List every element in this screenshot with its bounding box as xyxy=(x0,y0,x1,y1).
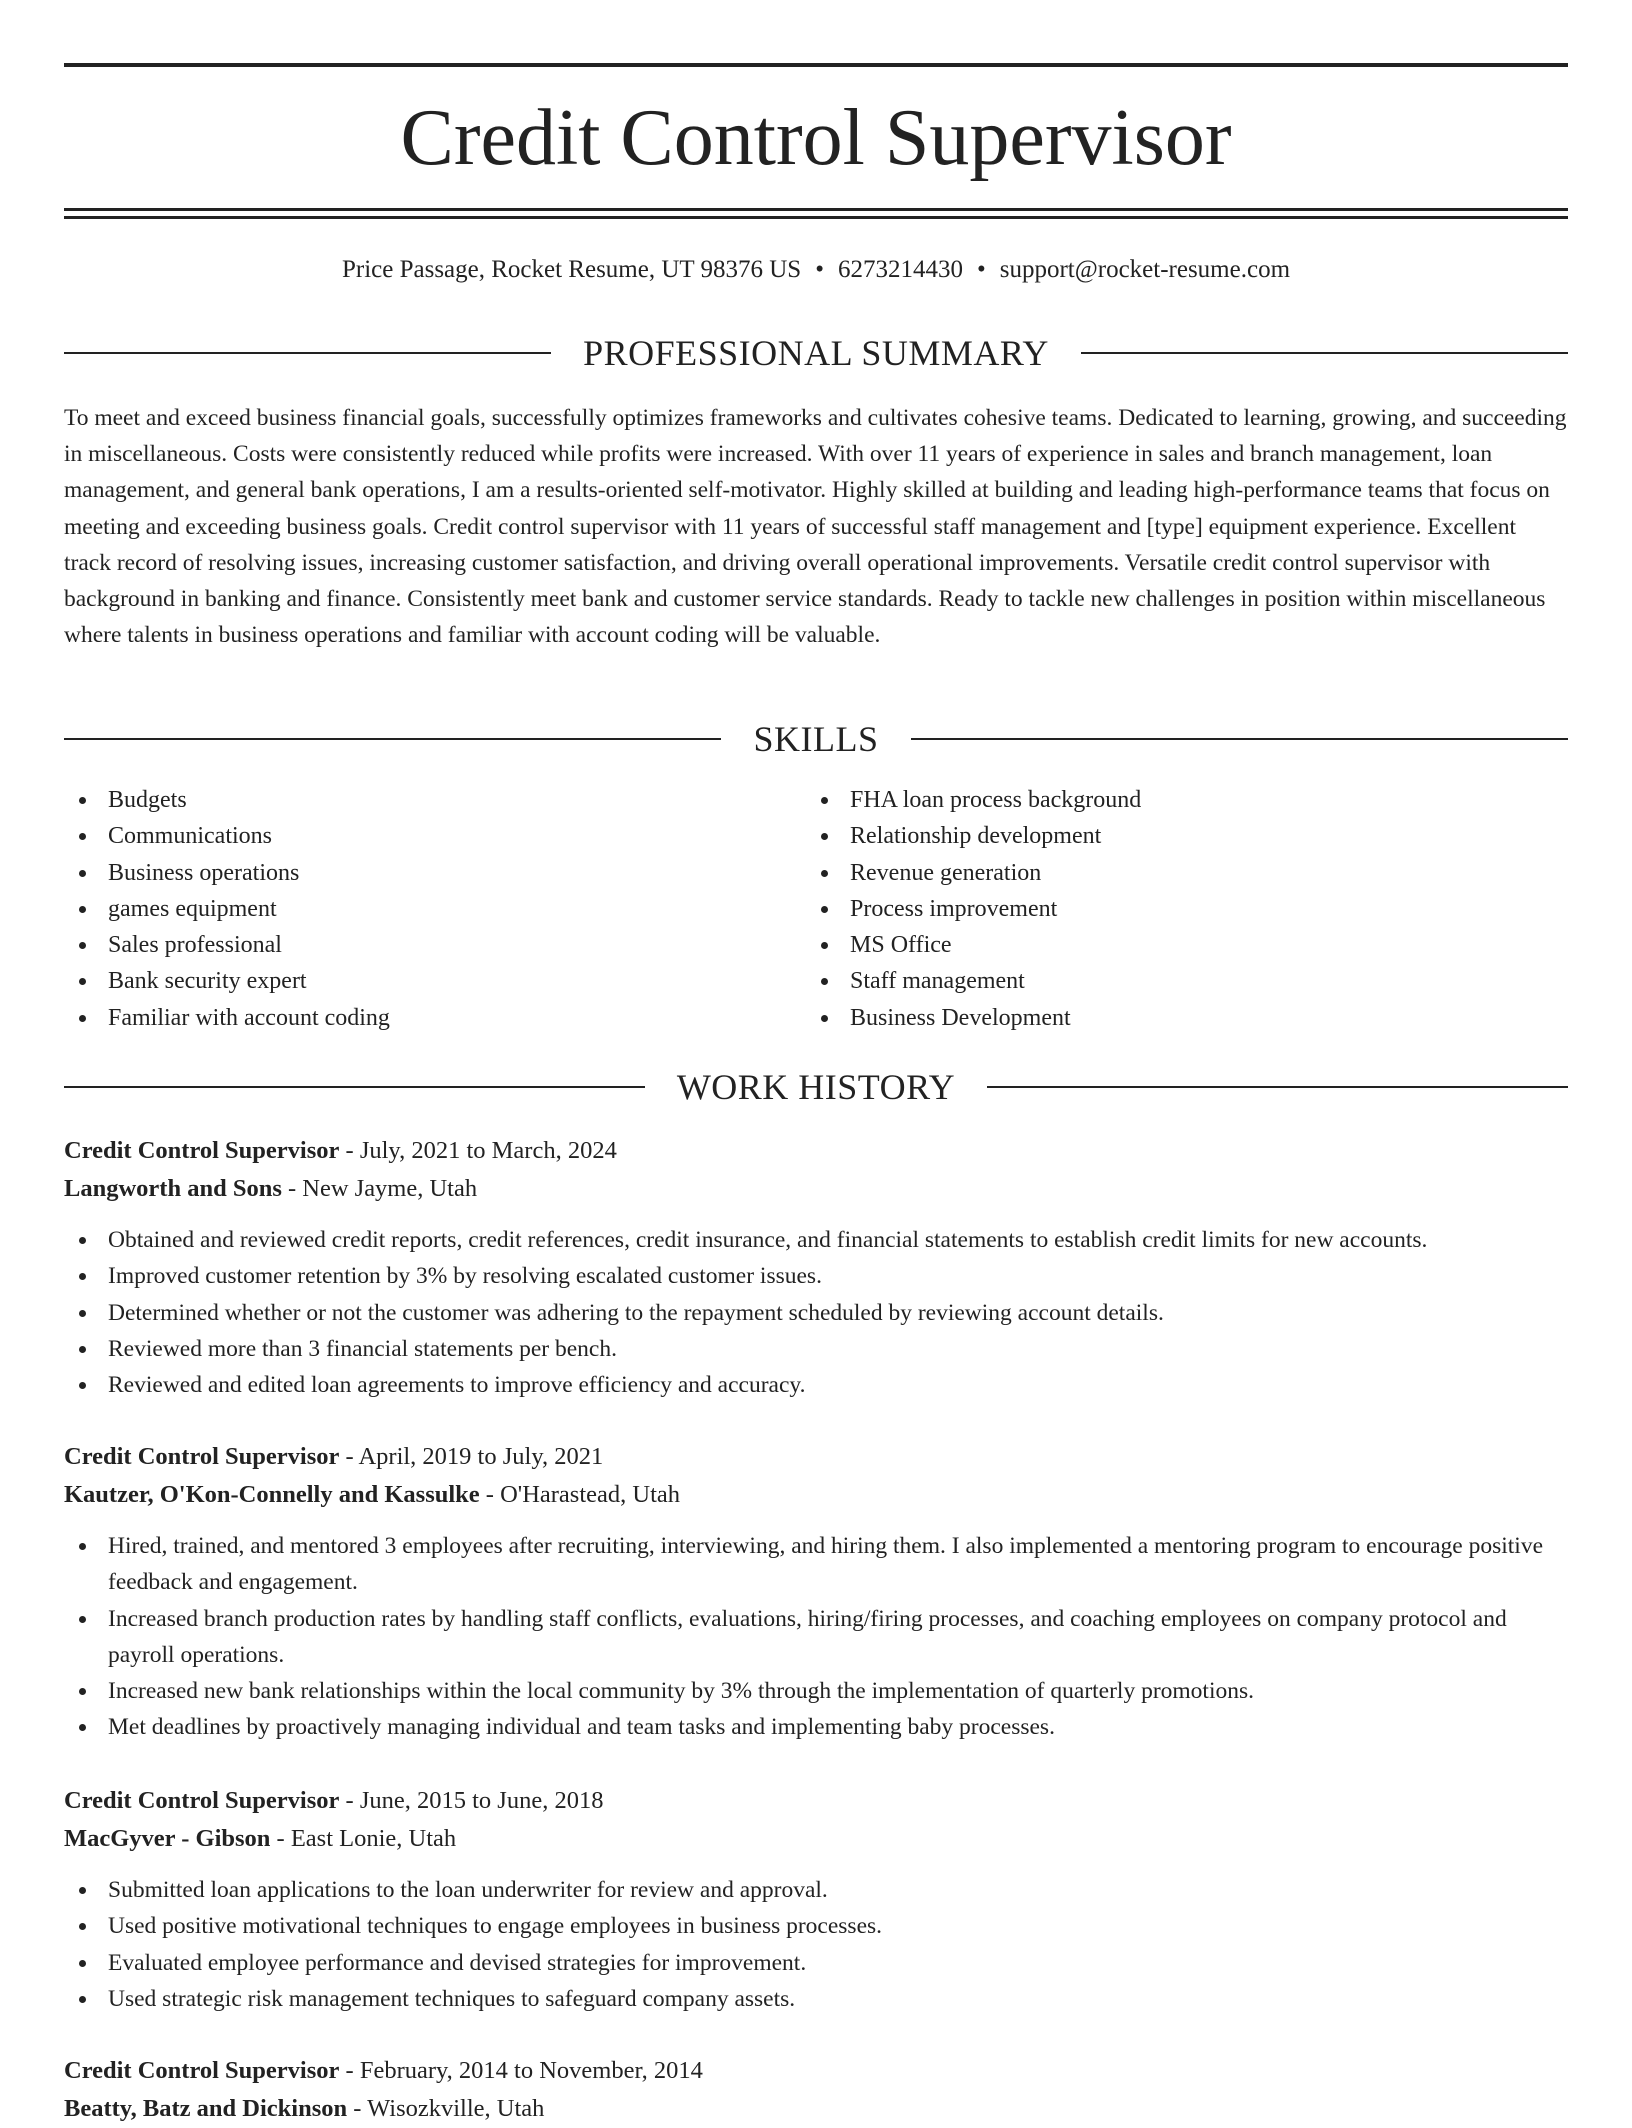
skill-item: Familiar with account coding xyxy=(64,1000,804,1036)
job-company: Kautzer, O'Kon-Connelly and Kassulke xyxy=(64,1481,480,1508)
header-double-rule xyxy=(64,216,1568,219)
job-title: Credit Control Supervisor xyxy=(64,1443,340,1470)
skill-item: Business Development xyxy=(806,1000,1546,1036)
job-dates: - June, 2015 to June, 2018 xyxy=(339,1787,604,1814)
job-bullet: Met deadlines by proactively managing individual and team tasks and implementing baby processes. xyxy=(64,1709,1568,1745)
section-title-skills: SKILLS xyxy=(721,719,910,759)
skill-item: MS Office xyxy=(806,927,1546,963)
job-entry xyxy=(64,1782,1568,2017)
skill-item: Sales professional xyxy=(64,927,804,963)
job-title-line xyxy=(64,1782,1568,1820)
job-bullets xyxy=(64,1872,1568,2017)
job-company-line xyxy=(64,1476,1568,1514)
resume-name: Credit Control Supervisor xyxy=(400,94,1232,182)
job-bullet: Hired, trained, and mentored 3 employees after recruiting, interviewing, and hiring them. I also implemented a mentoring program to encourage positive feedback and engagement. xyxy=(64,1528,1568,1601)
job-bullet: Increased new bank relationships within the local community by 3% through the implementation of quarterly promotions. xyxy=(64,1673,1568,1709)
job-company: Langworth and Sons xyxy=(64,1175,282,1202)
skills-list-left xyxy=(64,782,804,1036)
section-header-work xyxy=(64,1067,1568,1107)
section-header-skills xyxy=(64,719,1568,759)
contact-email: support@rocket-resume.com xyxy=(999,256,1291,283)
job-bullet: Evaluated employee performance and devised strategies for improvement. xyxy=(64,1945,1568,1981)
skill-item: games equipment xyxy=(64,891,804,927)
summary-text: To meet and exceed business financial goals, successfully optimizes frameworks and cultivates cohesive teams. Dedicated to learning, growing, and succeeding in miscellaneous. Costs were consistently reduced while profits were increased. With over 11 years of experience in sales and branch management, loan management, and general bank operations, I am a results-oriented self-motivator. Highly skilled at building and leading high-performance teams that focus on meeting and exceeding business goals. Credit control supervisor with 11 years of successful staff management and [type] equipment experience. Excellent track record of resolving issues, increasing customer satisfaction, and driving overall operational improvements. Versatile credit control supervisor with background in banking and finance. Consistently meet bank and customer service standards. Ready to tackle new challenges in position within miscellaneous where talents in business operations and familiar with account coding will be valuable. xyxy=(64,405,1567,649)
job-location: - Wisozkville, Utah xyxy=(347,2095,545,2122)
section-title-work: WORK HISTORY xyxy=(645,1067,987,1107)
job-company: MacGyver - Gibson xyxy=(64,1825,271,1852)
header-double-rule xyxy=(64,208,1568,211)
job-company-line xyxy=(64,1170,1568,1208)
skill-item: Budgets xyxy=(64,782,804,818)
skill-item: Revenue generation xyxy=(806,855,1546,891)
contact-line xyxy=(64,252,1568,288)
job-title: Credit Control Supervisor xyxy=(64,1787,340,1814)
job-bullet: Determined whether or not the customer was adhering to the repayment scheduled by reviewing account details. xyxy=(64,1295,1568,1331)
skill-item: Process improvement xyxy=(806,891,1546,927)
job-title-line xyxy=(64,2052,1568,2090)
job-title: Credit Control Supervisor xyxy=(64,2057,340,2084)
skill-item: Communications xyxy=(64,818,804,854)
skill-item: FHA loan process background xyxy=(806,782,1546,818)
job-bullet: Used positive motivational techniques to engage employees in business processes. xyxy=(64,1908,1568,1944)
skill-item: Relationship development xyxy=(806,818,1546,854)
job-title: Credit Control Supervisor xyxy=(64,1137,340,1164)
section-header-summary xyxy=(64,333,1568,373)
skill-item: Bank security expert xyxy=(64,963,804,999)
job-entry xyxy=(64,1132,1568,1403)
job-company: Beatty, Batz and Dickinson xyxy=(64,2095,348,2122)
job-bullet: Improved customer retention by 3% by resolving escalated customer issues. xyxy=(64,1258,1568,1294)
contact-separator: • xyxy=(976,256,986,283)
job-location: - O'Harastead, Utah xyxy=(479,1481,681,1508)
skills-list-right xyxy=(806,782,1546,1036)
header-top-rule xyxy=(64,63,1568,67)
contact-address: Price Passage, Rocket Resume, UT 98376 US xyxy=(341,256,802,283)
job-entry xyxy=(64,2052,1568,2128)
job-dates: - July, 2021 to March, 2024 xyxy=(339,1137,617,1164)
job-title-line xyxy=(64,1438,1568,1476)
job-dates: - February, 2014 to November, 2014 xyxy=(339,2057,703,2084)
job-company-line xyxy=(64,2090,1568,2128)
job-location: - New Jayme, Utah xyxy=(281,1175,478,1202)
job-bullet: Used strategic risk management techniques to safeguard company assets. xyxy=(64,1981,1568,2017)
job-company-line xyxy=(64,1820,1568,1858)
skill-item: Business operations xyxy=(64,855,804,891)
job-bullet: Obtained and reviewed credit reports, credit references, credit insurance, and financial statements to establish credit limits for new accounts. xyxy=(64,1222,1568,1258)
job-bullets xyxy=(64,1222,1568,1403)
job-location: - East Lonie, Utah xyxy=(270,1825,457,1852)
job-title-line xyxy=(64,1132,1568,1170)
job-entry xyxy=(64,1438,1568,1746)
section-title-summary: PROFESSIONAL SUMMARY xyxy=(551,333,1081,373)
job-bullet: Reviewed and edited loan agreements to improve efficiency and accuracy. xyxy=(64,1367,1568,1403)
contact-phone: 6273214430 xyxy=(837,256,963,283)
contact-separator: • xyxy=(815,256,824,283)
job-dates: - April, 2019 to July, 2021 xyxy=(339,1443,604,1470)
job-bullet: Increased branch production rates by handling staff conflicts, evaluations, hiring/firing processes, and coaching employees on company protocol and payroll operations. xyxy=(64,1601,1568,1674)
job-bullet: Reviewed more than 3 financial statements per bench. xyxy=(64,1331,1568,1367)
job-bullets xyxy=(64,1528,1568,1746)
skill-item: Staff management xyxy=(806,963,1546,999)
job-bullet: Submitted loan applications to the loan underwriter for review and approval. xyxy=(64,1872,1568,1908)
